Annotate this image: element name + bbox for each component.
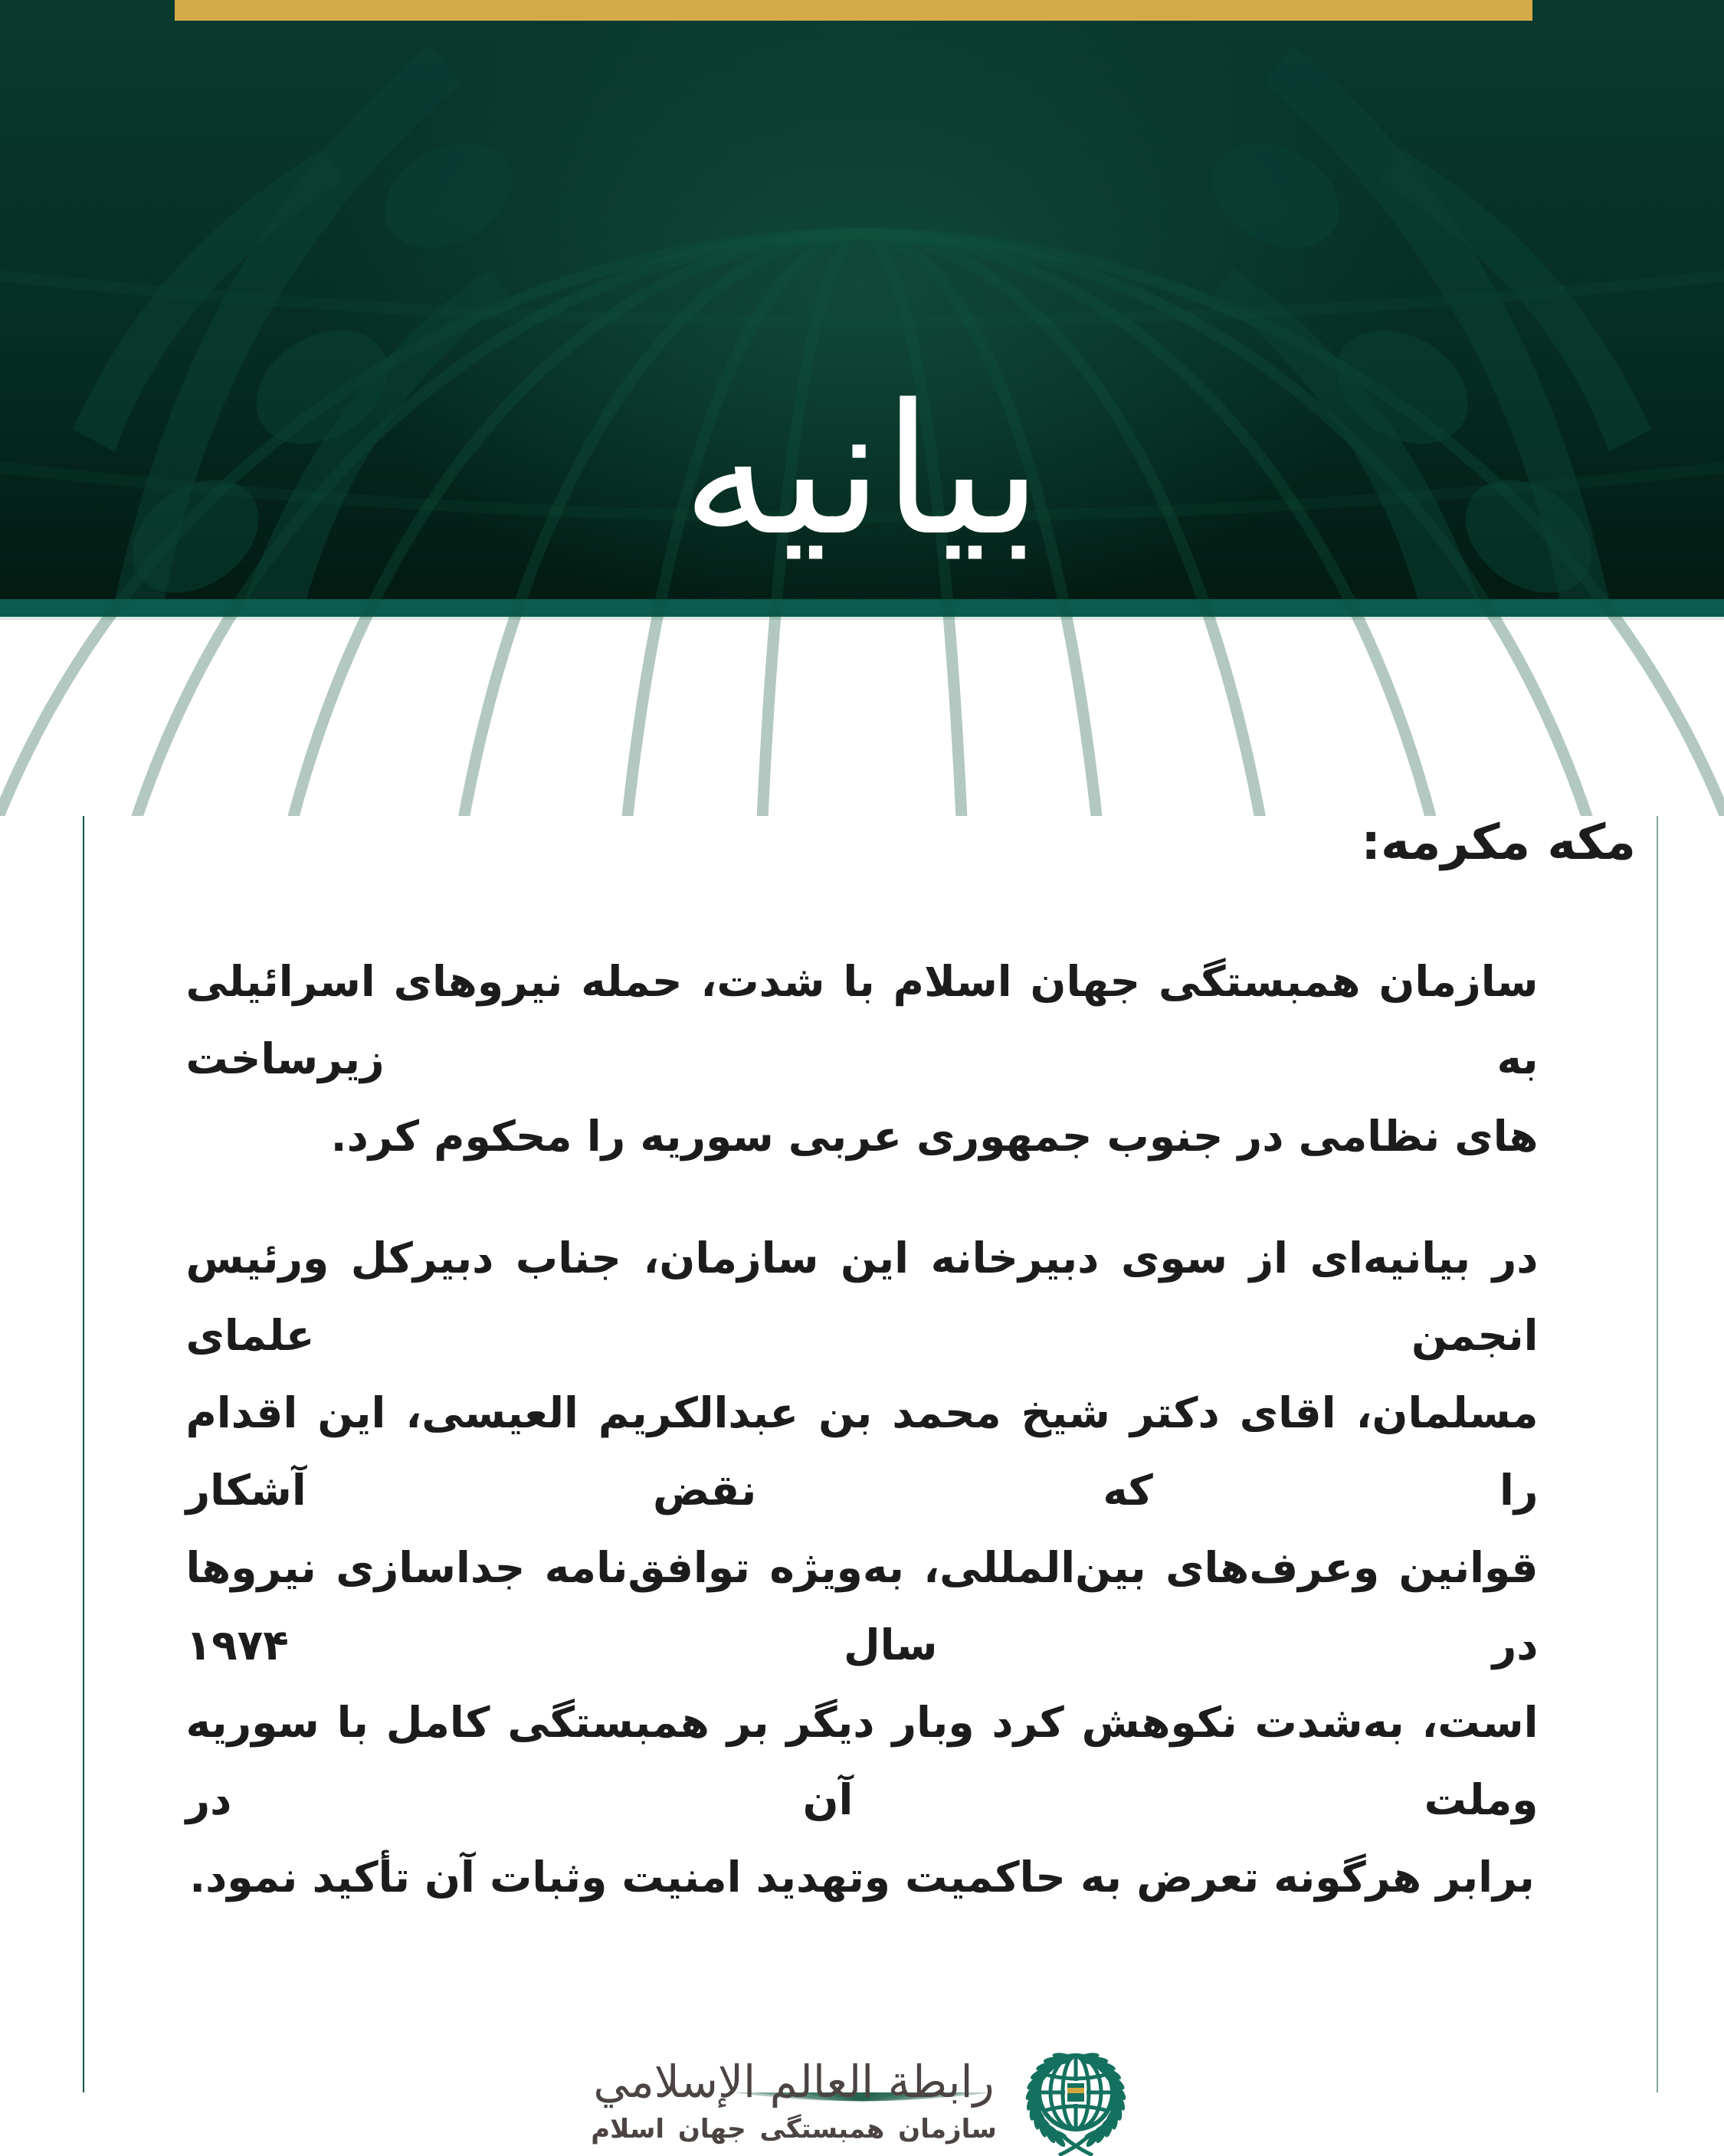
text-line: های نظامی در جنوب جمهوری عربی سوریه را محکوم کرد. — [330, 1112, 1539, 1162]
statement-body — [0, 814, 1724, 2145]
text-line: در بیانیه‌ای از سوی دبیرخانه این سازمان، جناب دبیرکل ورئیس انجمن علمای — [185, 1234, 1539, 1361]
organization-logo — [88, 2045, 1636, 2156]
paragraph-1 — [186, 943, 1539, 1175]
location-heading: مکه مکرمه: — [1361, 814, 1636, 871]
logo-text-block — [591, 2056, 997, 2145]
text-line: است، به‌شدت نکوهش کرد وبار دیگر بر همبستگی کامل با سوریه وملت آن در — [185, 1698, 1539, 1825]
text-line: سازمان همبستگی جهان اسلام با شدت، حمله نیروهای اسرائیلی به زیرساخت — [185, 957, 1539, 1084]
left-border-line — [83, 816, 84, 2092]
kaaba-icon — [1065, 2081, 1087, 2104]
logo-arabic-name: رابطة العالم الإسلامي — [593, 2056, 995, 2108]
header-banner — [0, 0, 1724, 599]
logo-persian-name: سازمان همبستگی جهان اسلام — [591, 2113, 997, 2145]
teal-divider-strip — [0, 599, 1724, 620]
statement-content — [88, 816, 1636, 2156]
statement-title: بیانیه — [681, 366, 1043, 575]
mwl-emblem-icon — [1018, 2045, 1133, 2156]
text-line: قوانین وعرف‌های بین‌المللی، به‌ویژه توافق‌نامه جداسازی نیروها در سال ۱۹۷۴ — [185, 1543, 1539, 1670]
gold-accent-bar — [175, 0, 1532, 21]
text-line: برابر هرگونه تعرض به حاکمیت وتهدید امنیت وثبات آن تأکید نمود. — [189, 1853, 1535, 1902]
text-line: مسلمان، اقای دکتر شیخ محمد بن عبدالکریم العیسی، این اقدام را که نقض آشکار — [185, 1388, 1539, 1515]
right-border-line — [1657, 816, 1658, 2092]
paragraph-2 — [186, 1220, 1539, 1916]
